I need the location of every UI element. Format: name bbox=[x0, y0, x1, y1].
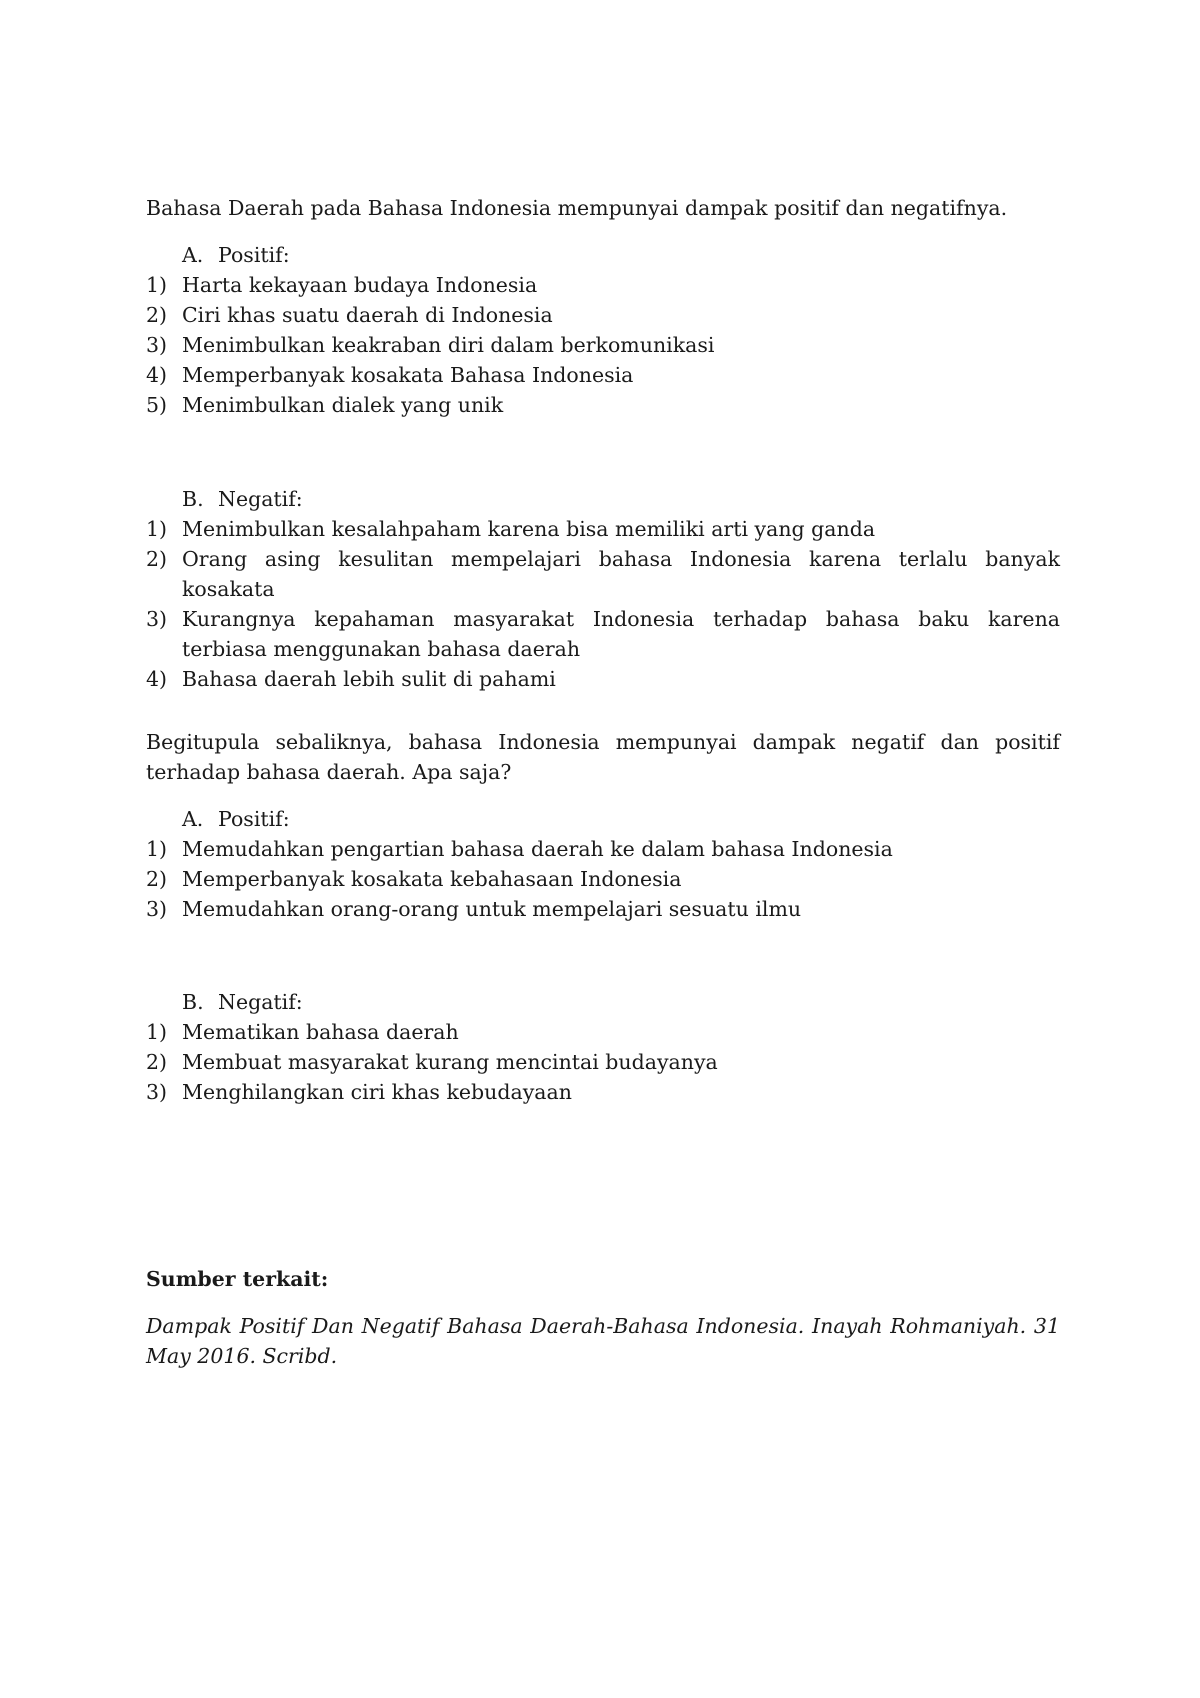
list-item bbox=[146, 330, 1060, 360]
section2-negative-list bbox=[146, 1017, 1060, 1107]
list-item bbox=[146, 894, 1060, 924]
item-number: 4) bbox=[146, 667, 168, 691]
item-text: Memudahkan pengartian bahasa daerah ke dalam bahasa Indonesia bbox=[182, 837, 893, 861]
list-item bbox=[146, 1017, 1060, 1047]
section1-negative-list bbox=[146, 514, 1060, 694]
list-item bbox=[146, 834, 1060, 864]
item-number: 1) bbox=[146, 1020, 168, 1044]
section2-intro: Begitupula sebaliknya, bahasa Indonesia mempunyai dampak negatif dan positif terhadap bahasa daerah. Apa saja? bbox=[146, 730, 1060, 784]
section2-positive-list bbox=[146, 834, 1060, 924]
list-item bbox=[146, 544, 1060, 604]
section2-positive-heading bbox=[182, 804, 1096, 834]
section1-positive-heading bbox=[182, 240, 1096, 270]
section1-intro: Bahasa Daerah pada Bahasa Indonesia mempunyai dampak positif dan negatifnya. bbox=[146, 196, 1008, 220]
item-text: Orang asing kesulitan mempelajari bahasa Indonesia karena terlalu banyak kosakata bbox=[182, 547, 1060, 601]
section1-positive-letter: A. bbox=[182, 243, 204, 267]
item-number: 3) bbox=[146, 897, 168, 921]
item-text: Harta kekayaan budaya Indonesia bbox=[182, 273, 538, 297]
item-number: 3) bbox=[146, 1080, 168, 1104]
list-item bbox=[146, 514, 1060, 544]
section2-negative-heading bbox=[182, 987, 1096, 1017]
list-item bbox=[146, 664, 1060, 694]
section2-negative-letter: B. bbox=[182, 990, 204, 1014]
document-page bbox=[146, 0, 1060, 1698]
section1-negative-heading bbox=[182, 484, 1096, 514]
item-number: 1) bbox=[146, 517, 168, 541]
item-number: 2) bbox=[146, 1050, 168, 1074]
item-number: 1) bbox=[146, 837, 168, 861]
list-item bbox=[146, 1047, 1060, 1077]
item-number: 3) bbox=[146, 607, 168, 631]
section1-negative-label: Negatif: bbox=[218, 487, 303, 511]
item-text: Menimbulkan kesalahpaham karena bisa memiliki arti yang ganda bbox=[182, 517, 876, 541]
item-number: 3) bbox=[146, 333, 168, 357]
item-text: Menimbulkan dialek yang unik bbox=[182, 393, 504, 417]
item-number: 5) bbox=[146, 393, 168, 417]
item-number: 2) bbox=[146, 303, 168, 327]
list-item bbox=[146, 1077, 1060, 1107]
sources-citation: Dampak Positif Dan Negatif Bahasa Daerah-Bahasa Indonesia. Inayah Rohmaniyah. 31 May 2016. Scribd. bbox=[146, 1314, 1060, 1368]
section2-positive-letter: A. bbox=[182, 807, 204, 831]
list-item bbox=[146, 300, 1060, 330]
item-number: 1) bbox=[146, 273, 168, 297]
item-text: Menghilangkan ciri khas kebudayaan bbox=[182, 1080, 572, 1104]
item-text: Mematikan bahasa daerah bbox=[182, 1020, 459, 1044]
section1-negative-letter: B. bbox=[182, 487, 204, 511]
item-text: Menimbulkan keakraban diri dalam berkomunikasi bbox=[182, 333, 715, 357]
item-text: Memperbanyak kosakata Bahasa Indonesia bbox=[182, 363, 634, 387]
section1-positive-label: Positif: bbox=[218, 243, 290, 267]
item-number: 2) bbox=[146, 547, 168, 571]
sources-heading: Sumber terkait: bbox=[146, 1267, 329, 1291]
list-item bbox=[146, 604, 1060, 664]
item-text: Memudahkan orang-orang untuk mempelajari sesuatu ilmu bbox=[182, 897, 802, 921]
item-text: Memperbanyak kosakata kebahasaan Indonesia bbox=[182, 867, 682, 891]
section2-negative-label: Negatif: bbox=[218, 990, 303, 1014]
list-item bbox=[146, 864, 1060, 894]
section1-positive-list bbox=[146, 270, 1060, 420]
item-text: Bahasa daerah lebih sulit di pahami bbox=[182, 667, 556, 691]
item-number: 4) bbox=[146, 363, 168, 387]
item-text: Ciri khas suatu daerah di Indonesia bbox=[182, 303, 553, 327]
item-number: 2) bbox=[146, 867, 168, 891]
list-item bbox=[146, 270, 1060, 300]
list-item bbox=[146, 390, 1060, 420]
list-item bbox=[146, 360, 1060, 390]
item-text: Kurangnya kepahaman masyarakat Indonesia terhadap bahasa baku karena terbiasa menggunakan bahasa daerah bbox=[182, 607, 1060, 661]
section2-positive-label: Positif: bbox=[218, 807, 290, 831]
item-text: Membuat masyarakat kurang mencintai budayanya bbox=[182, 1050, 718, 1074]
